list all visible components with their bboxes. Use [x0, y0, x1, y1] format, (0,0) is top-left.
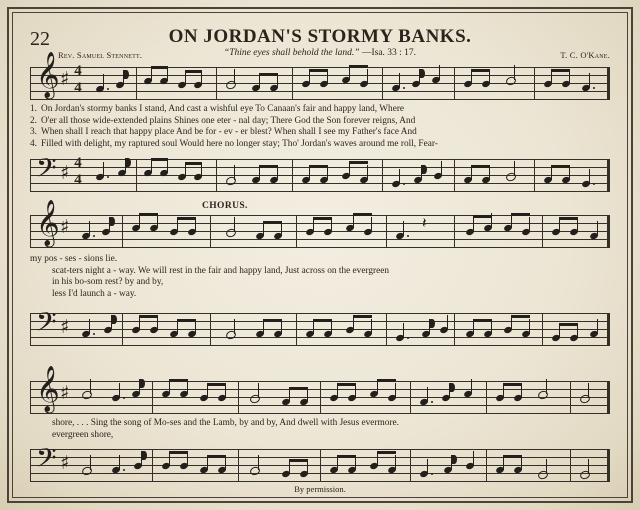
system-2-bass — [30, 306, 610, 344]
key-signature-sharp-3: ♯ — [60, 382, 70, 404]
verse-number-1: 1. — [30, 104, 37, 114]
chorus-line-1: my pos - ses - sions lie. — [30, 254, 118, 264]
bass-clef-icon-3: 𝄢 — [36, 442, 57, 480]
verse-text-1: On Jordan's stormy banks I stand, And cast a wishful eye To Canaan's fair and happy land, Where — [41, 104, 405, 114]
system-3-treble — [30, 366, 610, 412]
page-title: ON JORDAN'S STORMY BANKS. — [168, 26, 472, 47]
epigraph-quote: “Thine eyes shall behold the land.” — [223, 48, 360, 58]
final-lyrics — [30, 418, 614, 441]
verse-number-2: 2. — [30, 115, 37, 126]
time-signature-bass: 4 4 — [74, 155, 82, 188]
verse-number-4: 4. — [30, 138, 37, 149]
verse-line-3 — [30, 127, 614, 139]
staff-treble-3 — [30, 366, 610, 412]
chorus-label: CHORUS. — [202, 201, 248, 211]
key-signature-sharp-2: ♯ — [60, 216, 70, 238]
verse-line-4 — [30, 139, 614, 151]
verse-text-2: O'er all those wide-extended plains Shines one eter - nal day; There God the Son forever reigns, And — [41, 115, 416, 126]
verse-text-3: When shall I reach that happy place And be for - ev - er blest? When shall I see my Father's face And — [41, 127, 417, 138]
system-3-bass — [30, 442, 610, 480]
key-signature-sharp-bass-3: ♯ — [60, 452, 70, 474]
key-signature-sharp: ♯ — [60, 68, 70, 90]
verse-line-1 — [30, 104, 614, 116]
verse-number-3: 3. — [30, 127, 37, 138]
final-line-1: shore, . . . Sing the song of Mo-ses and the Lamb, by and by, And dwell with Jesus evermore. — [52, 418, 399, 428]
staff-bass-3 — [30, 442, 610, 480]
system-1-bass — [30, 152, 610, 190]
bass-clef-icon-2: 𝄢 — [36, 306, 57, 344]
treble-clef-icon: 𝄞 — [36, 52, 60, 98]
key-signature-sharp-bass-2: ♯ — [60, 316, 70, 338]
bass-clef-icon: 𝄢 — [36, 152, 57, 190]
lyricist-credit: Rev. Samuel Stennett. — [58, 50, 143, 60]
time-signature: 4 4 — [74, 63, 82, 96]
verse-text-4: Filled with delight, my raptured soul Would here no longer stay; Tho' Jordan's waves around me roll, Fear- — [41, 138, 438, 149]
composer-credit: T. C. O'Kane. — [560, 50, 610, 60]
chorus-lyrics — [30, 254, 614, 300]
page-number: 22 — [30, 28, 50, 50]
treble-clef-icon-3: 𝄞 — [36, 366, 60, 412]
staff-bass-2 — [30, 306, 610, 344]
staff-treble-2: 𝄞 ♯ 𝄽 — [30, 212, 610, 246]
permission-note: By permission. — [294, 484, 346, 494]
chorus-line-4: less I'd launch a - way. — [52, 288, 137, 299]
staff-bass-1 — [30, 152, 610, 190]
verse-line-2 — [30, 116, 614, 128]
key-signature-sharp-bass: ♯ — [60, 162, 70, 184]
chorus-line-2: scat-ters night a - way. We will rest in the fair and happy land, Just across on the evergreen — [52, 265, 390, 276]
epigraph-source: —Isa. 33 : 17. — [361, 48, 417, 58]
final-line-2: evergreen shore, — [52, 429, 114, 440]
chorus-line-3: in his bo-som rest? by and by, — [52, 277, 164, 288]
verse-lyrics — [30, 104, 614, 150]
treble-clef-icon-2: 𝄞 — [36, 200, 60, 246]
